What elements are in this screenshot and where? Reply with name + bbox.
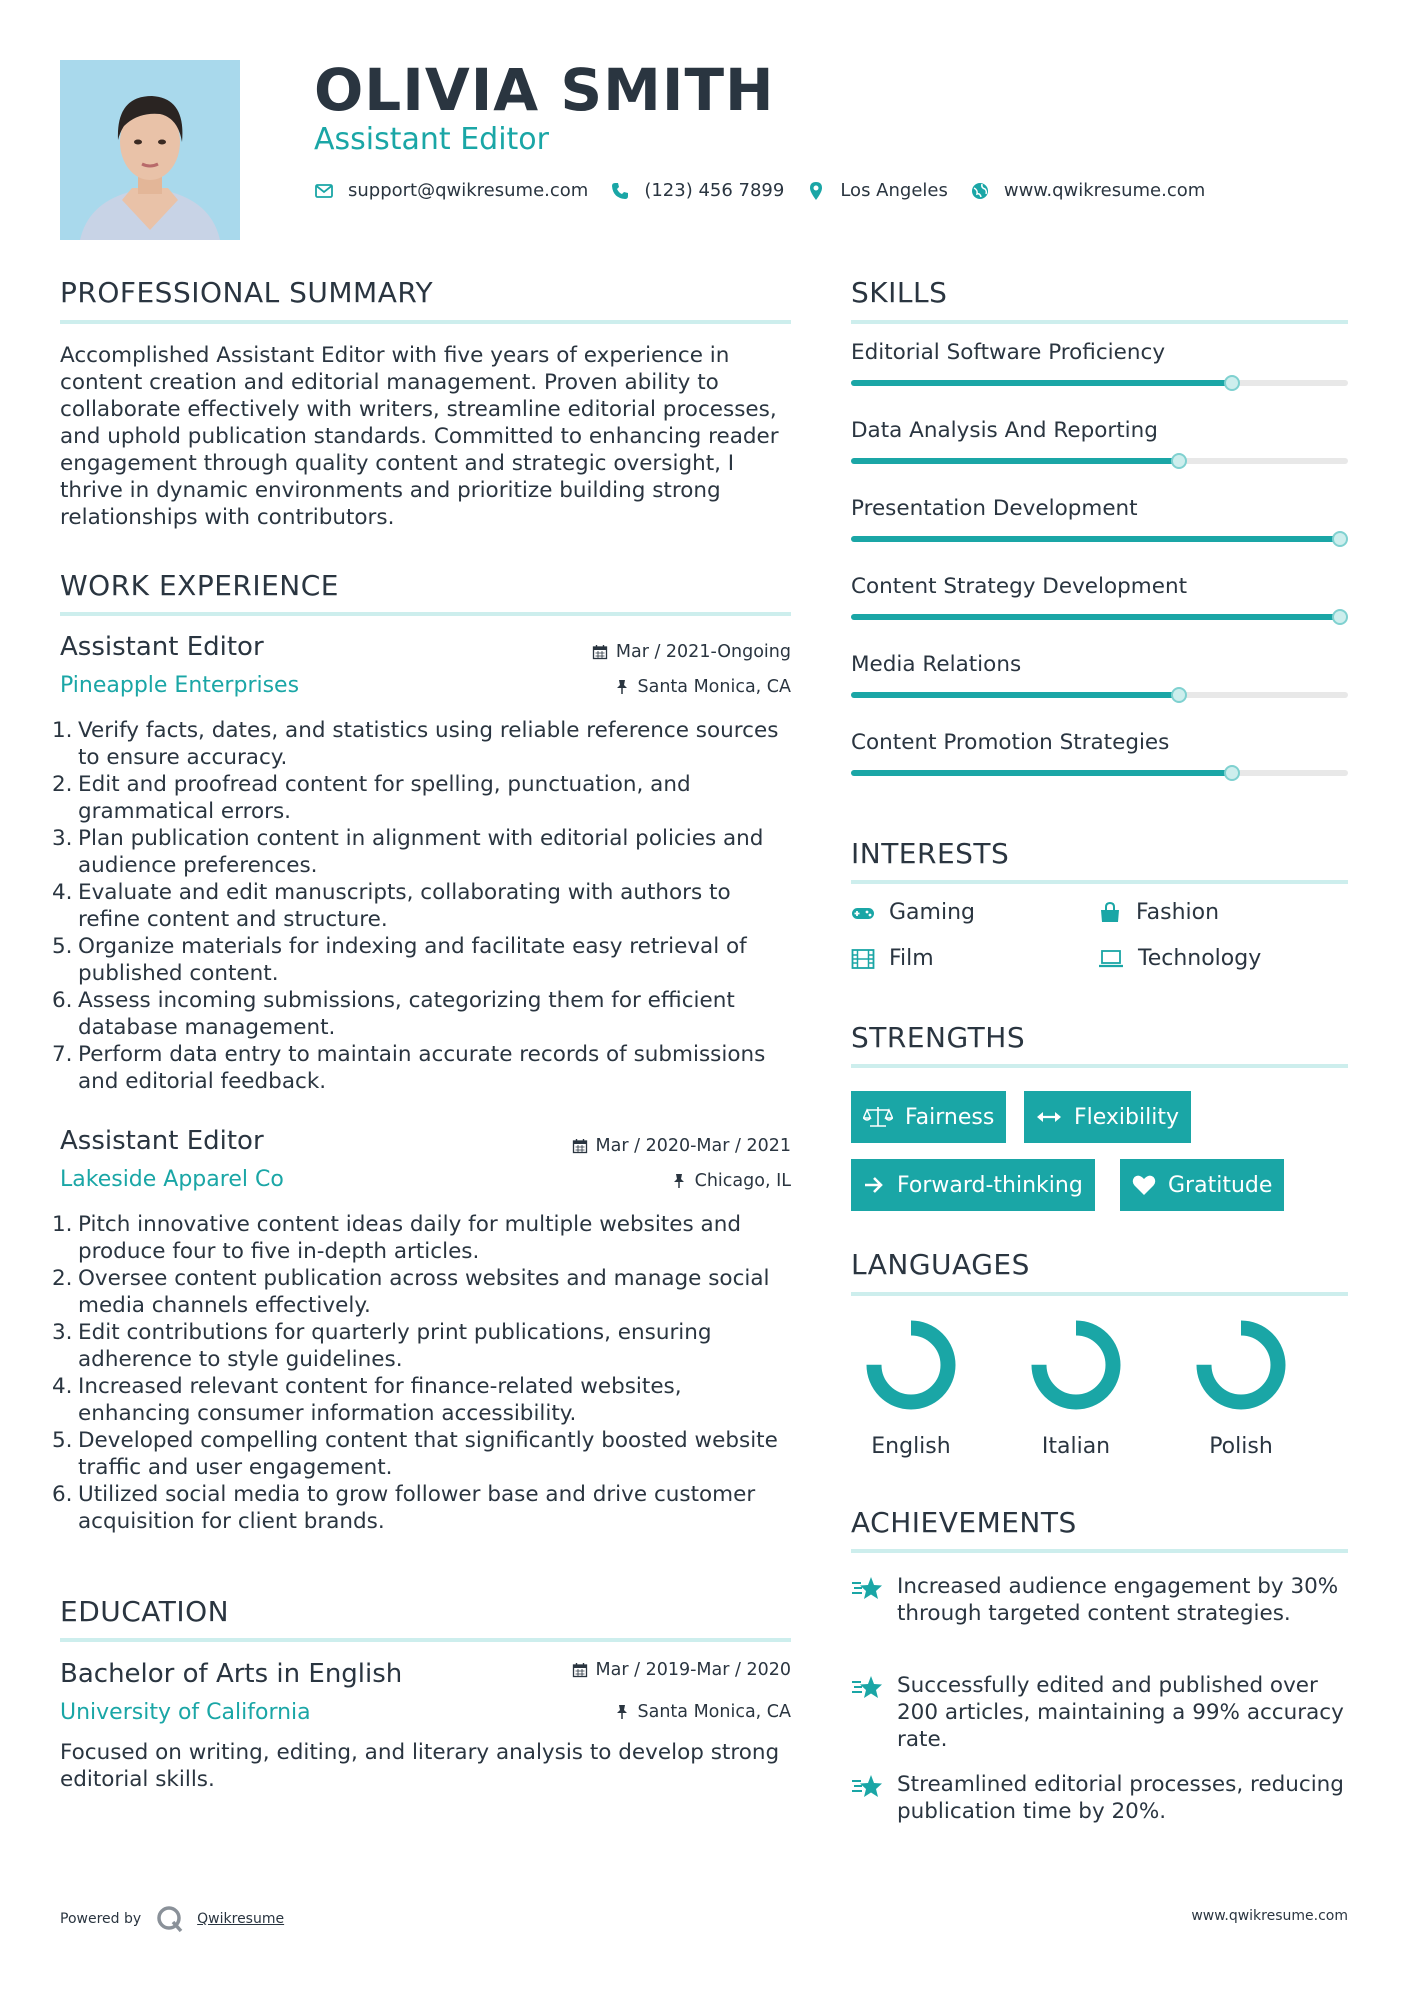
gamepad-icon — [851, 903, 875, 923]
bullet-text: Evaluate and edit manuscripts, collaborating with authors to refine content and structure. — [78, 880, 731, 932]
laptop-icon — [1098, 948, 1124, 970]
star-icon — [851, 1575, 883, 1601]
languages-list — [851, 1318, 1348, 1468]
phone-text: (123) 456 7899 — [644, 180, 785, 201]
shopping-bag-icon — [1098, 902, 1122, 924]
education-divider — [60, 1638, 791, 1642]
languages-heading: LANGUAGES — [851, 1248, 1030, 1281]
skill-bar-fill — [851, 380, 1232, 386]
bullet-text: Pitch innovative content ideas daily for multiple websites and produce four to five in-depth articles. — [78, 1212, 741, 1264]
skill-row — [851, 730, 1348, 776]
language-ring — [851, 1318, 971, 1418]
job-1-location-text: Santa Monica, CA — [637, 677, 791, 697]
interest-label: Fashion — [1136, 900, 1220, 925]
skill-bar-knob — [1171, 687, 1187, 703]
avatar-illustration — [60, 60, 240, 240]
skill-label: Presentation Development — [851, 496, 1138, 521]
list-item — [52, 1211, 791, 1265]
language-ring-arc — [874, 1328, 948, 1402]
bullet-text: Edit and proofread content for spelling, punctuation, and grammatical errors. — [78, 772, 691, 824]
envelope-icon — [314, 181, 334, 201]
list-item — [52, 717, 791, 771]
language-label: English — [871, 1434, 951, 1459]
strength-badge-flexibility — [1024, 1091, 1191, 1143]
skill-bar-track — [851, 692, 1348, 698]
achievement-item — [851, 1672, 1348, 1753]
job-1-date-text: Mar / 2021-Ongoing — [615, 642, 791, 662]
powered-by-label: Powered by — [60, 1911, 142, 1927]
skill-bar-fill — [851, 770, 1232, 776]
contact-phone[interactable] — [610, 180, 784, 201]
list-item — [52, 1427, 791, 1481]
skill-label: Data Analysis And Reporting — [851, 418, 1158, 443]
achievement-item — [851, 1573, 1348, 1627]
language-label: Polish — [1209, 1434, 1273, 1459]
film-icon — [851, 948, 875, 970]
education-location — [480, 1702, 791, 1722]
job-2-title: Assistant Editor — [60, 1126, 264, 1156]
job-2-company: Lakeside Apparel Co — [60, 1167, 284, 1192]
skill-bar-track — [851, 536, 1348, 542]
skill-row — [851, 340, 1348, 386]
footer-powered — [60, 1904, 284, 1934]
language-item — [1181, 1318, 1301, 1459]
job-2-date — [480, 1136, 791, 1156]
job-1-title: Assistant Editor — [60, 632, 264, 662]
strengths-heading: STRENGTHS — [851, 1021, 1026, 1054]
skill-bar-track — [851, 614, 1348, 620]
list-item — [52, 771, 791, 825]
language-item — [1016, 1318, 1136, 1459]
skill-bar-knob — [1171, 453, 1187, 469]
job-1-location — [480, 677, 791, 697]
balance-scale-icon — [863, 1105, 893, 1129]
calendar-icon — [572, 1662, 588, 1678]
skills-divider — [851, 320, 1348, 324]
star-icon — [851, 1773, 883, 1799]
skill-row — [851, 652, 1348, 698]
skill-bar-track — [851, 458, 1348, 464]
job-2-location-text: Chicago, IL — [694, 1171, 791, 1191]
degree-title: Bachelor of Arts in English — [60, 1659, 403, 1689]
summary-divider — [60, 320, 791, 324]
bullet-number: 6. — [52, 988, 73, 1013]
bullet-number: 2. — [52, 772, 73, 797]
job-2-bullets — [52, 1211, 791, 1535]
bullet-number: 5. — [52, 1428, 73, 1453]
achievement-text: Successfully edited and published over 200 articles, maintaining a 99% accuracy rate. — [897, 1673, 1344, 1752]
location-text: Los Angeles — [840, 180, 948, 201]
bullet-number: 1. — [52, 1212, 73, 1237]
list-item — [52, 933, 791, 987]
contact-email[interactable] — [314, 180, 588, 201]
skill-bar-track — [851, 770, 1348, 776]
summary-text: Accomplished Assistant Editor with five years of experience in content creation and editorial management. Proven ability to collaborate effectively with writers, streamline editorial processes, and uphold publication standards. Committed to enhancing reader engagement through quality content and strategic oversight, I thrive in dynamic environments and prioritize building strong relationships with contributors. — [60, 343, 779, 530]
language-ring — [1016, 1318, 1136, 1418]
bullet-text: Perform data entry to maintain accurate records of submissions and editorial feedback. — [78, 1042, 766, 1094]
calendar-icon — [572, 1138, 588, 1154]
bullet-text: Oversee content publication across websites and manage social media channels effectively. — [78, 1266, 770, 1318]
interest-film — [851, 946, 934, 971]
skill-label: Editorial Software Proficiency — [851, 340, 1166, 365]
strength-badge-forward-thinking — [851, 1159, 1095, 1211]
globe-icon — [970, 181, 990, 201]
bullet-number: 4. — [52, 1374, 73, 1399]
skill-bar-fill — [851, 614, 1340, 620]
bullet-number: 5. — [52, 934, 73, 959]
bullet-text: Increased relevant content for finance-related websites, enhancing consumer information accessibility. — [78, 1374, 682, 1426]
strength-badge-gratitude — [1120, 1159, 1284, 1211]
skill-bar-fill — [851, 536, 1340, 542]
skill-row — [851, 418, 1348, 464]
work-heading: WORK EXPERIENCE — [60, 569, 339, 602]
footer-brand-link[interactable]: Qwikresume — [197, 1911, 285, 1927]
arrows-horizontal-icon — [1036, 1107, 1062, 1127]
bullet-number: 3. — [52, 1320, 73, 1345]
education-location-text: Santa Monica, CA — [637, 1702, 791, 1722]
skill-row — [851, 574, 1348, 620]
skill-bar-fill — [851, 458, 1179, 464]
job-1-bullets — [52, 717, 791, 1095]
achievement-item — [851, 1771, 1348, 1825]
school-name: University of California — [60, 1700, 311, 1725]
interest-label: Technology — [1138, 946, 1262, 971]
bullet-text: Verify facts, dates, and statistics using reliable reference sources to ensure accuracy. — [78, 718, 779, 770]
education-text: Focused on writing, editing, and literary analysis to develop strong editorial skills. — [60, 1740, 780, 1792]
bullet-number: 4. — [52, 880, 73, 905]
bullet-text: Edit contributions for quarterly print publications, ensuring adherence to style guidelines. — [78, 1320, 712, 1372]
contact-website[interactable] — [970, 180, 1205, 201]
phone-icon — [610, 181, 630, 201]
language-item — [851, 1318, 971, 1459]
list-item — [52, 1481, 791, 1535]
map-pin-icon — [806, 181, 826, 201]
skill-bar-knob — [1224, 765, 1240, 781]
pushpin-icon — [614, 1704, 630, 1720]
interests-divider — [851, 880, 1348, 884]
list-item — [52, 1265, 791, 1319]
website-text: www.qwikresume.com — [1003, 180, 1206, 201]
education-heading: EDUCATION — [60, 1595, 230, 1628]
strength-label: Flexibility — [1074, 1104, 1179, 1130]
strength-label: Forward-thinking — [897, 1172, 1083, 1198]
skills-heading: SKILLS — [851, 276, 948, 309]
education-date-text: Mar / 2019-Mar / 2020 — [595, 1660, 791, 1680]
job-2-location — [480, 1171, 791, 1191]
language-ring — [1181, 1318, 1301, 1418]
skill-bar-track — [851, 380, 1348, 386]
bullet-number: 1. — [52, 718, 73, 743]
strengths-divider — [851, 1064, 1348, 1068]
bullet-text: Plan publication content in alignment with editorial policies and audience preferences. — [78, 826, 764, 878]
job-2-date-text: Mar / 2020-Mar / 2021 — [595, 1136, 791, 1156]
footer-url[interactable]: www.qwikresume.com — [1191, 1908, 1348, 1924]
list-item — [52, 987, 791, 1041]
strength-badge-fairness — [851, 1091, 1006, 1143]
bullet-number: 6. — [52, 1482, 73, 1507]
interests-heading: INTERESTS — [851, 837, 1010, 870]
strength-label: Gratitude — [1168, 1172, 1273, 1198]
work-divider — [60, 612, 791, 616]
skill-bar-knob — [1332, 531, 1348, 547]
bullet-text: Utilized social media to grow follower base and drive customer acquisition for client brands. — [78, 1482, 756, 1534]
list-item — [52, 825, 791, 879]
achievement-text: Increased audience engagement by 30% through targeted content strategies. — [897, 1574, 1339, 1626]
skill-label: Media Relations — [851, 652, 1022, 677]
profile-photo — [60, 60, 240, 240]
strength-label: Fairness — [905, 1104, 995, 1130]
language-label: Italian — [1041, 1434, 1111, 1459]
interest-gaming — [851, 900, 975, 925]
list-item — [52, 1373, 791, 1427]
skill-bar-knob — [1332, 609, 1348, 625]
bullet-text: Developed compelling content that significantly boosted website traffic and user engagement. — [78, 1428, 778, 1480]
interest-fashion — [1098, 900, 1219, 925]
calendar-icon — [592, 644, 608, 660]
job-1-date — [480, 642, 791, 662]
languages-divider — [851, 1292, 1348, 1296]
star-icon — [851, 1674, 883, 1700]
skill-row — [851, 496, 1348, 542]
job-1-company: Pineapple Enterprises — [60, 673, 300, 698]
skill-bar-knob — [1224, 375, 1240, 391]
language-ring-arc — [1204, 1328, 1278, 1402]
list-item — [52, 1041, 791, 1095]
email-text: support@qwikresume.com — [348, 180, 589, 201]
heart-icon — [1132, 1174, 1156, 1196]
contact-bar — [314, 180, 1227, 201]
bullet-text: Assess incoming submissions, categorizing them for efficient database management. — [78, 988, 735, 1040]
achievements-heading: ACHIEVEMENTS — [851, 1506, 1077, 1539]
skill-label: Content Strategy Development — [851, 574, 1188, 599]
interest-label: Film — [889, 946, 934, 971]
interest-label: Gaming — [889, 900, 975, 925]
bullet-number: 3. — [52, 826, 73, 851]
interest-technology — [1098, 946, 1261, 971]
contact-location — [806, 180, 948, 201]
education-date — [480, 1660, 791, 1680]
bullet-number: 2. — [52, 1266, 73, 1291]
language-ring-arc — [1039, 1328, 1113, 1402]
arrow-right-icon — [863, 1175, 885, 1195]
pushpin-icon — [614, 679, 630, 695]
qwikresume-logo-icon — [155, 1904, 185, 1934]
pushpin-icon — [671, 1173, 687, 1189]
candidate-title: Assistant Editor — [314, 122, 549, 157]
achievements-divider — [851, 1549, 1348, 1553]
bullet-text: Organize materials for indexing and facilitate easy retrieval of published content. — [78, 934, 747, 986]
skill-bar-fill — [851, 692, 1179, 698]
skill-label: Content Promotion Strategies — [851, 730, 1170, 755]
list-item — [52, 879, 791, 933]
bullet-number: 7. — [52, 1042, 73, 1067]
summary-heading: PROFESSIONAL SUMMARY — [60, 276, 434, 309]
candidate-name: OLIVIA SMITH — [314, 56, 775, 124]
list-item — [52, 1319, 791, 1373]
achievement-text: Streamlined editorial processes, reducing publication time by 20%. — [897, 1772, 1344, 1824]
